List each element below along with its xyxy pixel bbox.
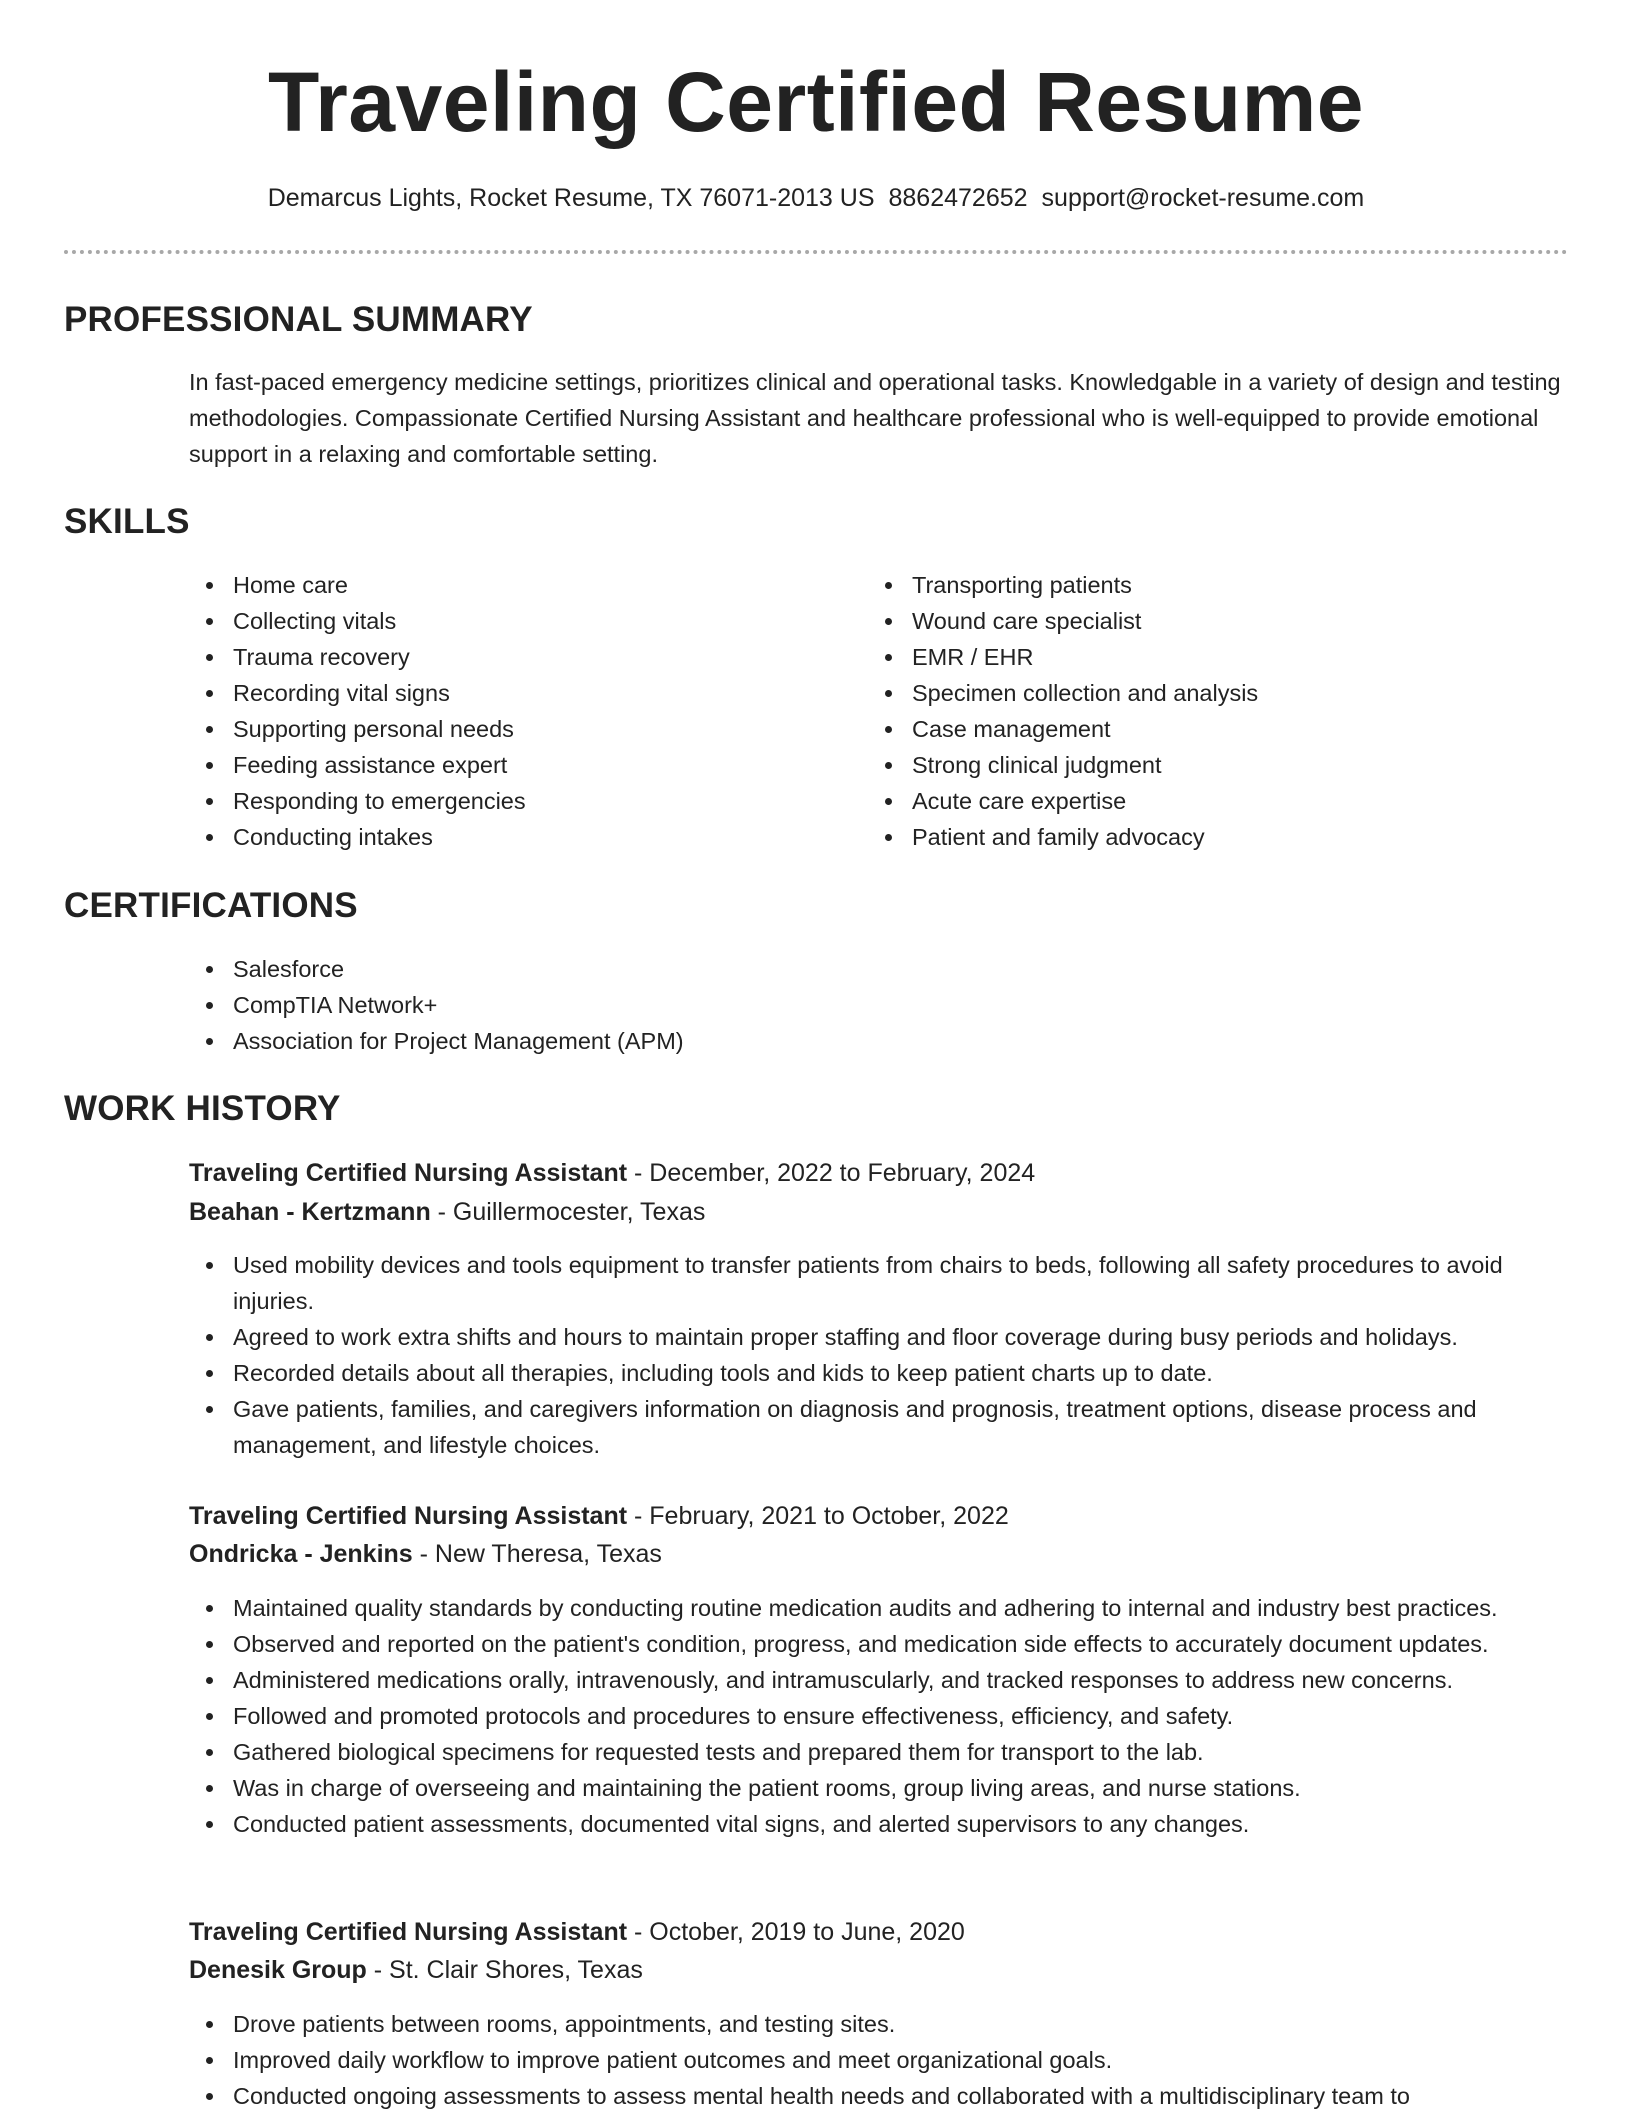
job-duty: Agreed to work extra shifts and hours to maintain proper staffing and floor coverage during busy periods and holidays. xyxy=(189,1319,1569,1355)
skill-item: Wound care specialist xyxy=(868,603,1508,639)
contact-phone: 8862472652 xyxy=(888,184,1028,212)
job-duty: Conducted ongoing assessments to assess mental health needs and collaborated with a multidisciplinary team to xyxy=(189,2078,1569,2112)
job-location: - Guillermocester, Texas xyxy=(430,1198,706,1226)
skills-heading: SKILLS xyxy=(64,502,190,541)
job-duty: Drove patients between rooms, appointments, and testing sites. xyxy=(189,2006,1569,2042)
job-duty: Observed and reported on the patient's condition, progress, and medication side effects to accurately document updates. xyxy=(189,1626,1569,1662)
skill-item: Specimen collection and analysis xyxy=(868,675,1508,711)
job-role: Traveling Certified Nursing Assistant xyxy=(189,1918,628,1946)
job-duty: Was in charge of overseeing and maintaining the patient rooms, group living areas, and nurse stations. xyxy=(189,1770,1569,1806)
summary-heading: PROFESSIONAL SUMMARY xyxy=(64,300,533,339)
header-divider xyxy=(64,250,1568,254)
job-company: Beahan - Kertzmann xyxy=(189,1198,431,1226)
skill-item: Feeding assistance expert xyxy=(189,747,829,783)
skill-item: Trauma recovery xyxy=(189,639,829,675)
job-duty: Gathered biological specimens for requested tests and prepared them for transport to the lab. xyxy=(189,1734,1569,1770)
contact-line xyxy=(0,182,1632,214)
certifications-list xyxy=(189,951,1569,1059)
job-role: Traveling Certified Nursing Assistant xyxy=(189,1159,628,1187)
skill-item: Strong clinical judgment xyxy=(868,747,1508,783)
skill-item: Transporting patients xyxy=(868,567,1508,603)
certification-item: CompTIA Network+ xyxy=(189,987,1569,1023)
skills-list-left xyxy=(189,567,829,855)
job-dates: - October, 2019 to June, 2020 xyxy=(627,1918,965,1946)
work-history-heading: WORK HISTORY xyxy=(64,1089,341,1128)
job-duties-list xyxy=(189,2006,1569,2112)
certifications-heading: CERTIFICATIONS xyxy=(64,886,358,925)
job-dates: - February, 2021 to October, 2022 xyxy=(627,1502,1009,1530)
skill-item: Acute care expertise xyxy=(868,783,1508,819)
job-company-line xyxy=(189,1535,1569,1573)
skill-item: Responding to emergencies xyxy=(189,783,829,819)
job-duty: Maintained quality standards by conducting routine medication audits and adhering to internal and industry best practices. xyxy=(189,1590,1569,1626)
skills-list-right xyxy=(868,567,1508,855)
job-duty: Conducted patient assessments, documented vital signs, and alerted supervisors to any changes. xyxy=(189,1806,1569,1842)
job-duty: Used mobility devices and tools equipment to transfer patients from chairs to beds, following all safety procedures to avoid injuries. xyxy=(189,1247,1569,1319)
skill-item: Conducting intakes xyxy=(189,819,829,855)
job-duty: Followed and promoted protocols and procedures to ensure effectiveness, efficiency, and safety. xyxy=(189,1698,1569,1734)
skill-item: Patient and family advocacy xyxy=(868,819,1508,855)
skill-item: Home care xyxy=(189,567,829,603)
job-duty: Administered medications orally, intravenously, and intramuscularly, and tracked responses to address new concerns. xyxy=(189,1662,1569,1698)
skill-item: Collecting vitals xyxy=(189,603,829,639)
job-dates: - December, 2022 to February, 2024 xyxy=(627,1159,1036,1187)
job-duty: Gave patients, families, and caregivers information on diagnosis and prognosis, treatment options, disease process and management, and lifestyle choices. xyxy=(189,1391,1569,1463)
skill-item: Supporting personal needs xyxy=(189,711,829,747)
skill-item: EMR / EHR xyxy=(868,639,1508,675)
job-role: Traveling Certified Nursing Assistant xyxy=(189,1502,628,1530)
job-location: - New Theresa, Texas xyxy=(412,1540,662,1568)
job-duty: Recorded details about all therapies, including tools and kids to keep patient charts up to date. xyxy=(189,1355,1569,1391)
skill-item: Recording vital signs xyxy=(189,675,829,711)
contact-email: support@rocket-resume.com xyxy=(1041,184,1365,212)
job-duties-list xyxy=(189,1590,1569,1842)
job-location: - St. Clair Shores, Texas xyxy=(366,1956,643,1984)
job-duty: Improved daily workflow to improve patient outcomes and meet organizational goals. xyxy=(189,2042,1569,2078)
job-company-line xyxy=(189,1193,1569,1231)
job-title-line xyxy=(189,1154,1569,1192)
job-duties-list xyxy=(189,1247,1569,1463)
certification-item: Salesforce xyxy=(189,951,1569,987)
skill-item: Case management xyxy=(868,711,1508,747)
job-company-line xyxy=(189,1951,1569,1989)
job-title-line xyxy=(189,1913,1569,1951)
resume-title: Traveling Certified Resume xyxy=(267,55,1365,149)
summary-text: In fast-paced emergency medicine settings, prioritizes clinical and operational tasks. Knowledgable in a variety of design and testing methodologies. Compassionate Certified Nursing Assistant and healthcare professional who is well-equipped to provide emotional support in a relaxing and comfortable setting. xyxy=(189,369,1561,467)
job-company: Ondricka - Jenkins xyxy=(189,1540,413,1568)
job-title-line xyxy=(189,1497,1569,1535)
job-company: Denesik Group xyxy=(189,1956,367,1984)
certification-item: Association for Project Management (APM) xyxy=(189,1023,1569,1059)
contact-address: Demarcus Lights, Rocket Resume, TX 76071-2013 US xyxy=(267,184,875,212)
